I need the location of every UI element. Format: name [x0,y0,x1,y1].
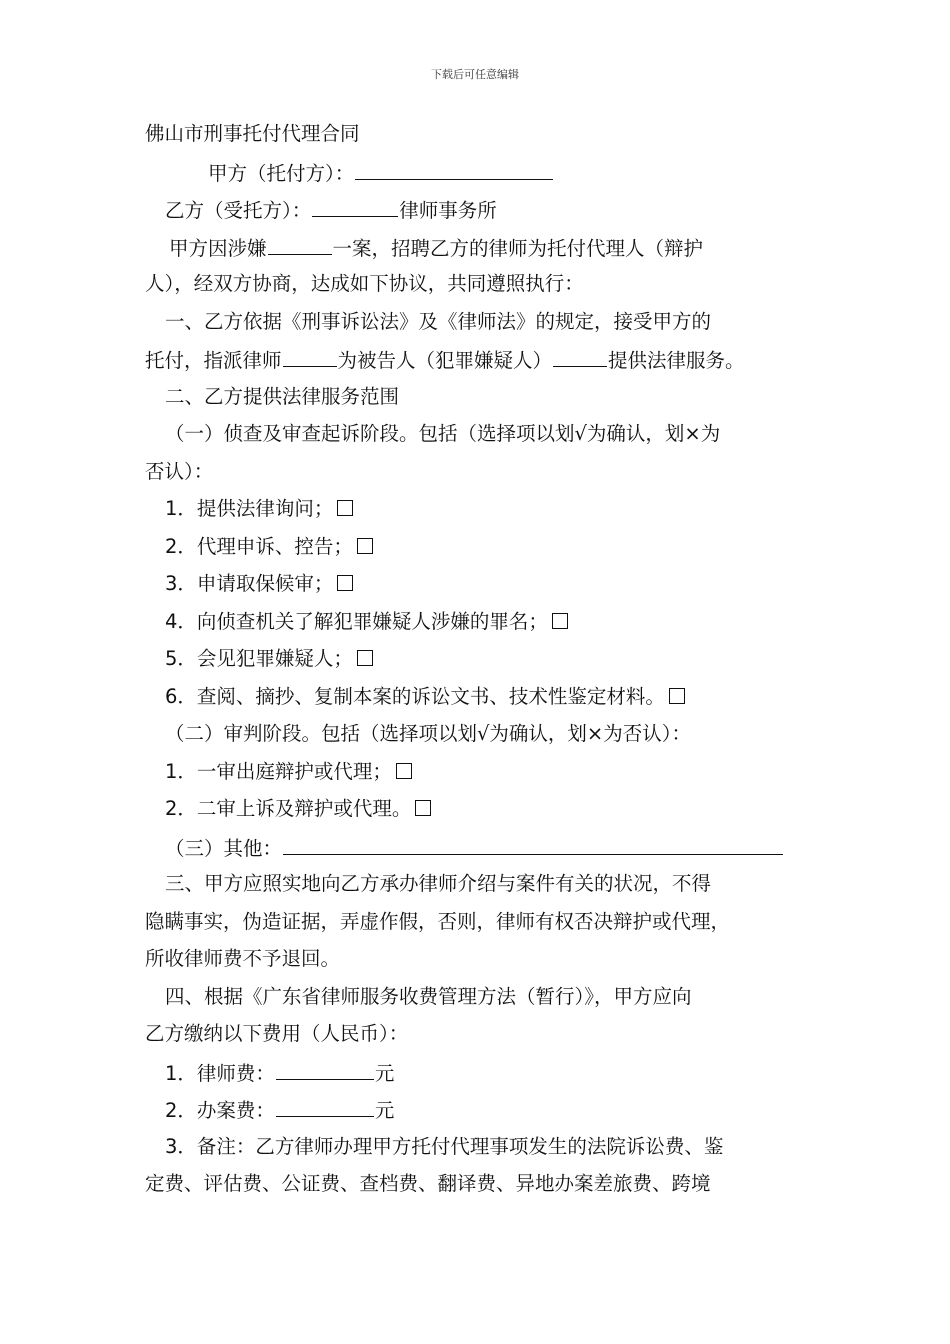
party-b-label: 乙方（受托方）： [165,199,312,222]
clause1-line-2 [145,346,745,374]
clause1-part-b: 为被告人（犯罪嫌疑人） [337,349,553,372]
stage1-item-text: 1．提供法律询问； [165,497,334,520]
other-line [165,834,784,862]
stage2-line: （二）审判阶段。包括（选择项以划√为确认，划×为否认）： [165,722,692,745]
stage2-item [165,796,431,822]
clause1-line-1: 一、乙方依据《刑事诉讼法》及《律师法》的规定，接受甲方的 [165,310,712,333]
checkbox[interactable] [415,800,431,816]
checkbox[interactable] [357,650,373,666]
clause1-part-a: 托付，指派律师 [145,349,282,372]
checkbox[interactable] [337,500,353,516]
checkbox[interactable] [337,575,353,591]
stage1-item [165,496,353,522]
fee-note-line-2: 定费、评估费、公证费、查档费、翻译费、异地办案差旅费、跨境 [145,1172,711,1195]
case-fee-blank[interactable] [276,1096,374,1117]
checkbox[interactable] [552,613,568,629]
checkbox[interactable] [396,763,412,779]
stage2-item-text: 1．一审出庭辩护或代理； [165,760,392,783]
clause1-part-c: 提供法律服务。 [608,349,745,372]
party-a-label: 甲方（托付方）： [208,162,355,185]
stage1-item [165,609,568,635]
stage1-item-text: 3．申请取保候审； [165,572,334,595]
stage1-item-text: 5．会见犯罪嫌疑人； [165,647,353,670]
clause4-line-2: 乙方缴纳以下费用（人民币）： [145,1022,409,1045]
other-label: （三）其他： [165,837,283,860]
intro-line-2: 人），经双方协商，达成如下协议，共同遵照执行： [145,272,584,295]
stage1-item [165,534,373,560]
clause3-line-1: 三、甲方应照实地向乙方承办律师介绍与案件有关的状况，不得 [165,872,712,895]
lawyer-name-blank[interactable] [283,346,337,367]
checkbox[interactable] [357,538,373,554]
party-b-suffix: 律师事务所 [399,199,497,222]
stage1-item [165,646,373,672]
fee-lawyer-label: 1．律师费： [165,1062,275,1085]
stage1-item-text: 4．向侦查机关了解犯罪嫌疑人涉嫌的罪名； [165,610,548,633]
case-name-blank[interactable] [268,234,332,255]
lawyer-fee-blank[interactable] [276,1059,374,1080]
intro-pre: 甲方因涉嫌 [169,237,267,260]
stage1-item-text: 2．代理申诉、控告； [165,535,353,558]
stage1-item [165,684,685,710]
clause2-title: 二、乙方提供法律服务范围 [165,385,400,408]
stage1-line-2: 否认）： [145,460,214,483]
stage1-line-1: （一）侦查及审查起诉阶段。包括（选择项以划√为确认，划×为 [165,422,721,445]
intro-post: 一案，招聘乙方的律师为托付代理人（辩护 [332,237,704,260]
stage2-item [165,759,412,785]
contract-title: 佛山市刑事托付代理合同 [145,122,360,145]
stage1-item-text: 6．查阅、摘抄、复制本案的诉讼文书、技术性鉴定材料。 [165,685,665,708]
clause3-line-2: 隐瞒事实，伪造证据，弄虚作假，否则，律师有权否决辩护或代理， [145,910,731,933]
checkbox[interactable] [669,688,685,704]
stage1-item [165,571,353,597]
party-a-line [208,159,554,187]
clause4-line-1: 四、根据《广东省律师服务收费管理方法（暂行）》，甲方应向 [165,985,692,1008]
party-b-line [165,196,497,224]
party-b-blank[interactable] [312,196,398,217]
clause3-line-3: 所收律师费不予退回。 [145,947,341,970]
page-header-note: 下载后可任意编辑 [431,68,519,81]
fee-unit: 元 [374,1062,395,1085]
defendant-name-blank[interactable] [553,346,607,367]
other-blank[interactable] [283,834,783,855]
stage2-item-text: 2．二审上诉及辩护或代理。 [165,797,412,820]
fee-line-case [165,1096,394,1124]
intro-line-1 [169,234,703,262]
fee-unit: 元 [374,1099,395,1122]
fee-line-lawyer [165,1059,394,1087]
fee-case-label: 2．办案费： [165,1099,275,1122]
party-a-blank[interactable] [355,159,553,180]
fee-note-line-1: 3．备注：乙方律师办理甲方托付代理事项发生的法院诉讼费、鉴 [165,1135,724,1158]
